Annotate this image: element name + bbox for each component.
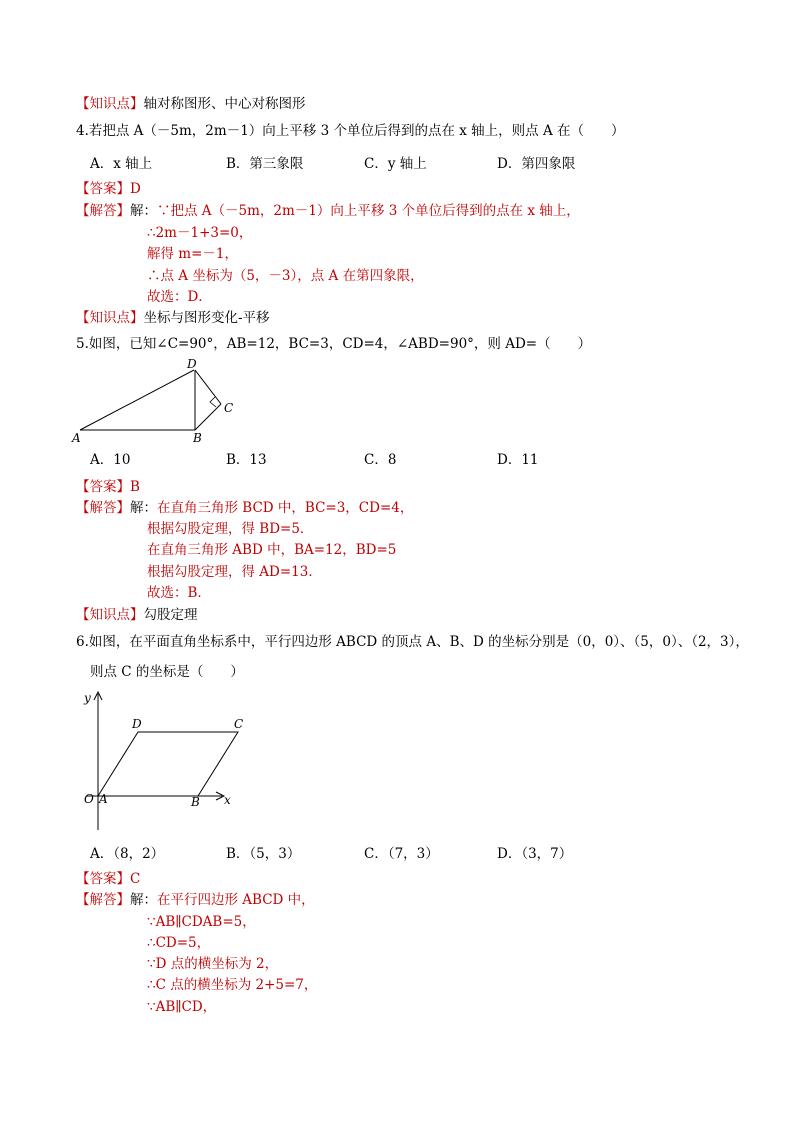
question-6-stem: 6.如图，在平面直角坐标系中，平行四边形 ABCD 的顶点 A、B、D 的坐标分别是（0，0）、（5，0）、（2，3），	[76, 634, 749, 650]
label-a: A	[72, 431, 81, 445]
q4-solution-line: ∴2m－1+3=0，	[147, 225, 253, 241]
q4-knowledge-point: 【知识点】坐标与图形变化-平移	[76, 310, 270, 326]
q4-option-b: B．第三象限	[226, 156, 304, 172]
q6-option-a: A．（8，2）	[90, 846, 165, 862]
label-d: D	[132, 717, 142, 731]
q6-solution-line: ∴C 点的横坐标为 2+5=7，	[147, 977, 318, 993]
tag-label: 【知识点】	[76, 96, 144, 112]
q4-solution-line: 故选：D．	[147, 289, 212, 305]
q4-solution-line: 解得 m=－1，	[147, 246, 238, 262]
label-a: A	[99, 792, 108, 806]
q6-option-b: B．（5，3）	[226, 846, 301, 862]
q4-solution: 【解答】解：∵把点 A（－5m，2m－1）向上平移 3 个单位后得到的点在 x 轴上，	[76, 203, 580, 219]
label-c: C	[234, 717, 244, 731]
q6-solution-line: ∵D 点的横坐标为 2，	[147, 956, 279, 972]
q5-solution: 【解答】解：在直角三角形 BCD 中，BC=3，CD=4，	[76, 500, 414, 516]
q5-knowledge-point: 【知识点】勾股定理	[76, 607, 198, 623]
q6-solution-line: ∵AB∥CDAB=5，	[147, 914, 256, 930]
question-6-stem-2: 则点 C 的坐标是（ ）	[90, 664, 244, 680]
q4-option-d: D．第四象限	[497, 156, 576, 172]
q5-solution-line: 根据勾股定理，得 AD=13．	[147, 564, 322, 580]
q6-solution-line: ∴CD=5，	[147, 935, 211, 951]
q4-option-c: C．y 轴上	[364, 156, 427, 172]
q5-answer: 【答案】B	[76, 479, 140, 495]
q5-triangle-figure	[70, 358, 250, 448]
parallelogram-abcd	[98, 732, 238, 796]
q4-solution-line: ∴点 A 坐标为（5，－3），点 A 在第四象限，	[147, 268, 424, 284]
question-5-stem: 5.如图，已知∠C=90°，AB=12，BC=3，CD=4，∠ABD=90°，则 AD=（ ）	[76, 336, 592, 352]
q5-solution-line: 在直角三角形 ABD 中，BA=12，BD=5	[147, 542, 397, 558]
q5-solution-line: 故选：B．	[147, 585, 211, 601]
q5-option-c: C．8	[364, 452, 397, 468]
q5-solution-line: 根据勾股定理，得 BD=5．	[147, 521, 314, 537]
knowledge-text: 轴对称图形、中心对称图形	[143, 96, 306, 112]
q5-option-d: D．11	[497, 452, 539, 468]
q4-answer: 【答案】D	[76, 181, 141, 197]
q6-option-c: C．（7，3）	[364, 846, 439, 862]
q6-answer: 【答案】C	[76, 871, 141, 887]
label-y: y	[84, 691, 91, 705]
label-c: C	[224, 401, 234, 415]
knowledge-point-1	[76, 95, 306, 113]
edge-ad	[80, 370, 194, 430]
q6-option-d: D．（3，7）	[497, 846, 573, 862]
q6-solution: 【解答】解：在平行四边形 ABCD 中，	[76, 892, 315, 908]
label-d: D	[187, 358, 197, 371]
label-b: B	[191, 795, 200, 809]
question-4-stem: 4.若把点 A（－5m，2m－1）向上平移 3 个单位后得到的点在 x 轴上，则点 A 在（ ）	[76, 123, 625, 139]
q5-option-a: A．10	[90, 452, 131, 468]
label-o: O	[84, 792, 94, 806]
label-x: x	[224, 793, 231, 807]
label-b: B	[193, 431, 202, 445]
q5-option-b: B．13	[226, 452, 267, 468]
q6-coordinate-figure	[78, 686, 253, 836]
edge-bc	[195, 404, 221, 430]
q6-solution-line: ∵AB∥CD，	[147, 999, 217, 1015]
q4-option-a: A．x 轴上	[90, 156, 153, 172]
right-angle-mark	[210, 397, 216, 407]
edge-dc	[195, 370, 221, 404]
